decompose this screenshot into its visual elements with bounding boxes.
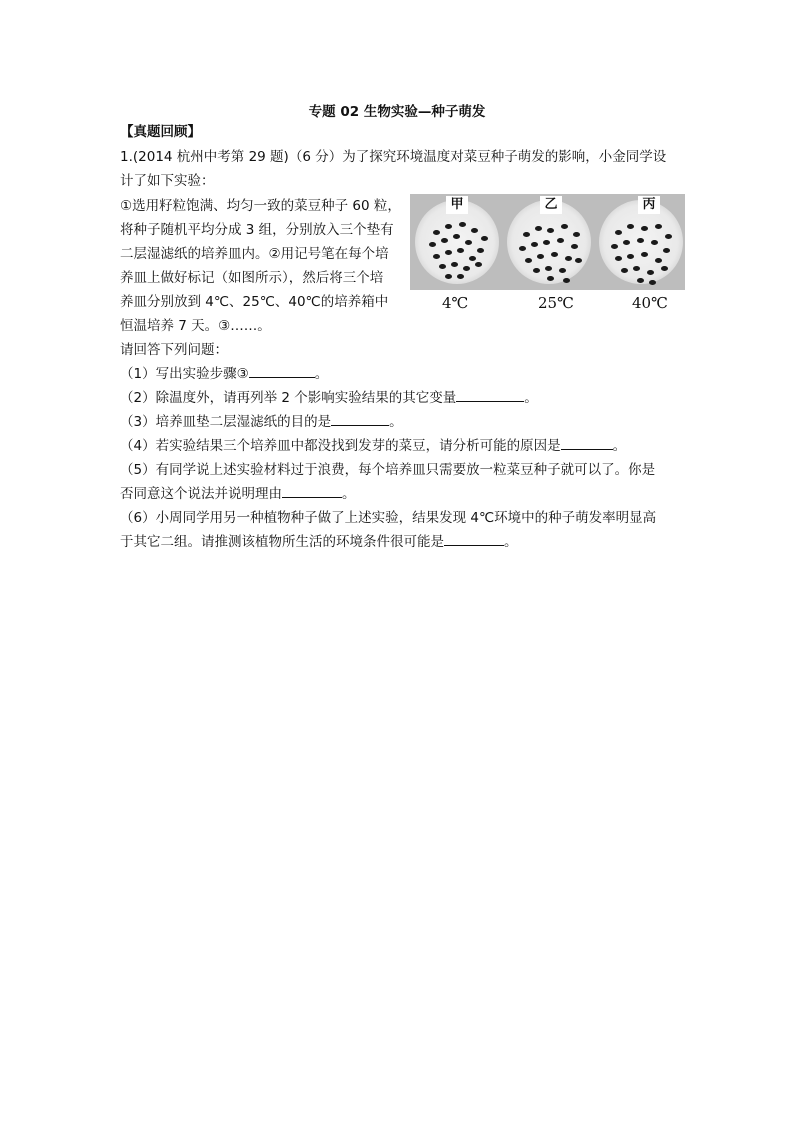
question-6-line-2 (120, 530, 518, 554)
seed-38 (559, 268, 566, 273)
seed-16 (451, 262, 458, 267)
seed-31 (525, 258, 532, 263)
seed-21 (523, 232, 530, 237)
answer-blank-3[interactable] (331, 413, 389, 426)
question-1-end: 。 (314, 366, 329, 382)
answer-blank-1[interactable] (249, 365, 315, 378)
question-6-line-1: （6）小周同学用另一种植物种子做了上述实验，结果发现 4℃环境中的种子萌发率明显高 (120, 510, 657, 526)
seed-24 (561, 224, 568, 229)
answer-blank-6[interactable] (444, 533, 504, 546)
seed-40 (563, 278, 570, 283)
seed-33 (551, 252, 558, 257)
step-line-1: ①选用籽粒饱满、均匀一致的菜豆种子 60 粒， (120, 198, 401, 214)
question-2-end: 。 (524, 390, 538, 406)
seed-46 (611, 244, 618, 249)
seed-26 (519, 246, 526, 251)
seed-59 (637, 278, 644, 283)
question-4 (120, 434, 626, 458)
seed-47 (623, 240, 630, 245)
seed-52 (627, 254, 634, 259)
seed-18 (475, 262, 482, 267)
seed-29 (557, 238, 564, 243)
seed-17 (463, 266, 470, 271)
seed-8 (453, 234, 460, 239)
seed-35 (575, 258, 582, 263)
step-line-4: 养皿上做好标记（如图所示），然后将三个培 (120, 270, 384, 286)
seed-49 (651, 240, 658, 245)
temperature-label-3: 40℃ (632, 294, 668, 312)
question-5-line-1: （5）有同学说上述实验材料过于浪费，每个培养皿只需要放一粒菜豆种子就可以了。你是 (120, 462, 656, 478)
question-3-end: 。 (389, 414, 403, 430)
seed-53 (641, 252, 648, 257)
seed-39 (547, 276, 554, 281)
question-2 (120, 386, 538, 410)
answer-blank-5[interactable] (282, 485, 342, 498)
seed-5 (481, 236, 488, 241)
question-1 (120, 362, 328, 386)
seed-32 (537, 254, 544, 259)
question-4-text: （4）若实验结果三个培养皿中都没找到发芽的菜豆，请分析可能的原因是 (120, 438, 561, 454)
step-line-5: 养皿分别放到 4℃、25℃、40℃的培养箱中 (120, 294, 389, 310)
seed-10 (477, 248, 484, 253)
dish-label-1: 甲 (446, 196, 468, 214)
seed-3 (459, 222, 466, 227)
seed-15 (439, 264, 446, 269)
seed-12 (445, 250, 452, 255)
seed-51 (615, 256, 622, 261)
question-6-text: 于其它二组。请推测该植物所生活的环境条件很可能是 (120, 534, 444, 550)
seed-58 (661, 266, 668, 271)
answer-blank-2[interactable] (456, 389, 524, 402)
seed-27 (531, 242, 538, 247)
dish-label-2: 乙 (540, 196, 562, 214)
seed-43 (641, 226, 648, 231)
section-heading: 【真题回顾】 (120, 124, 201, 140)
petri-dish-figure (410, 194, 685, 316)
seed-7 (441, 238, 448, 243)
step-line-6: 恒温培养 7 天。③……。 (120, 318, 271, 334)
seed-13 (457, 248, 464, 253)
question-3-text: （3）培养皿垫二层湿滤纸的目的是 (120, 414, 332, 430)
seed-19 (457, 274, 464, 279)
seed-36 (533, 268, 540, 273)
seed-14 (469, 256, 476, 261)
seed-37 (545, 266, 552, 271)
step-line-3: 二层湿滤纸的培养皿内。②用记号笔在每个培 (120, 246, 389, 262)
seed-22 (535, 226, 542, 231)
question-4-end: 。 (612, 438, 627, 454)
question-2-text: （2）除温度外，请再列举 2 个影响实验结果的其它变量 (120, 390, 457, 406)
answer-blank-4[interactable] (561, 437, 613, 450)
seed-55 (621, 268, 628, 273)
seed-30 (571, 244, 578, 249)
question-intro-line-1: 1.(2014 杭州中考第 29 题)（6 分）为了探究环境温度对菜豆种子萌发的影响，小金同学设 (120, 149, 667, 165)
seed-48 (637, 238, 644, 243)
seed-57 (647, 270, 654, 275)
seed-2 (445, 224, 452, 229)
question-3 (120, 410, 403, 434)
seed-45 (665, 234, 672, 239)
question-5-end: 。 (342, 486, 356, 502)
seed-56 (633, 266, 640, 271)
question-5-line-2 (120, 482, 356, 506)
seed-6 (429, 242, 436, 247)
seed-50 (663, 248, 670, 253)
question-6-end: 。 (504, 534, 518, 550)
seed-34 (565, 256, 572, 261)
seed-9 (465, 240, 472, 245)
seed-23 (547, 228, 554, 233)
seed-54 (655, 258, 662, 263)
seed-1 (433, 230, 440, 235)
step-line-2: 将种子随机平均分成 3 组，分别放入三个垫有 (120, 222, 394, 238)
seed-4 (471, 228, 478, 233)
question-1-text: （1）写出实验步骤③ (120, 366, 249, 382)
seed-42 (627, 224, 634, 229)
temperature-label-2: 25℃ (538, 294, 574, 312)
seed-25 (573, 232, 580, 237)
seed-41 (615, 230, 622, 235)
seed-28 (543, 240, 550, 245)
temperature-label-1: 4℃ (442, 294, 469, 312)
seed-44 (655, 224, 662, 229)
questions-prompt: 请回答下列问题： (120, 342, 228, 358)
question-intro-line-2: 计了如下实验： (120, 173, 215, 189)
seed-11 (433, 254, 440, 259)
dish-label-3: 丙 (638, 196, 660, 214)
seed-20 (445, 274, 452, 279)
seed-60 (649, 280, 656, 285)
page-title: 专题 02 生物实验—种子萌发 (308, 104, 486, 120)
question-5-text: 否同意这个说法并说明理由 (120, 486, 282, 502)
